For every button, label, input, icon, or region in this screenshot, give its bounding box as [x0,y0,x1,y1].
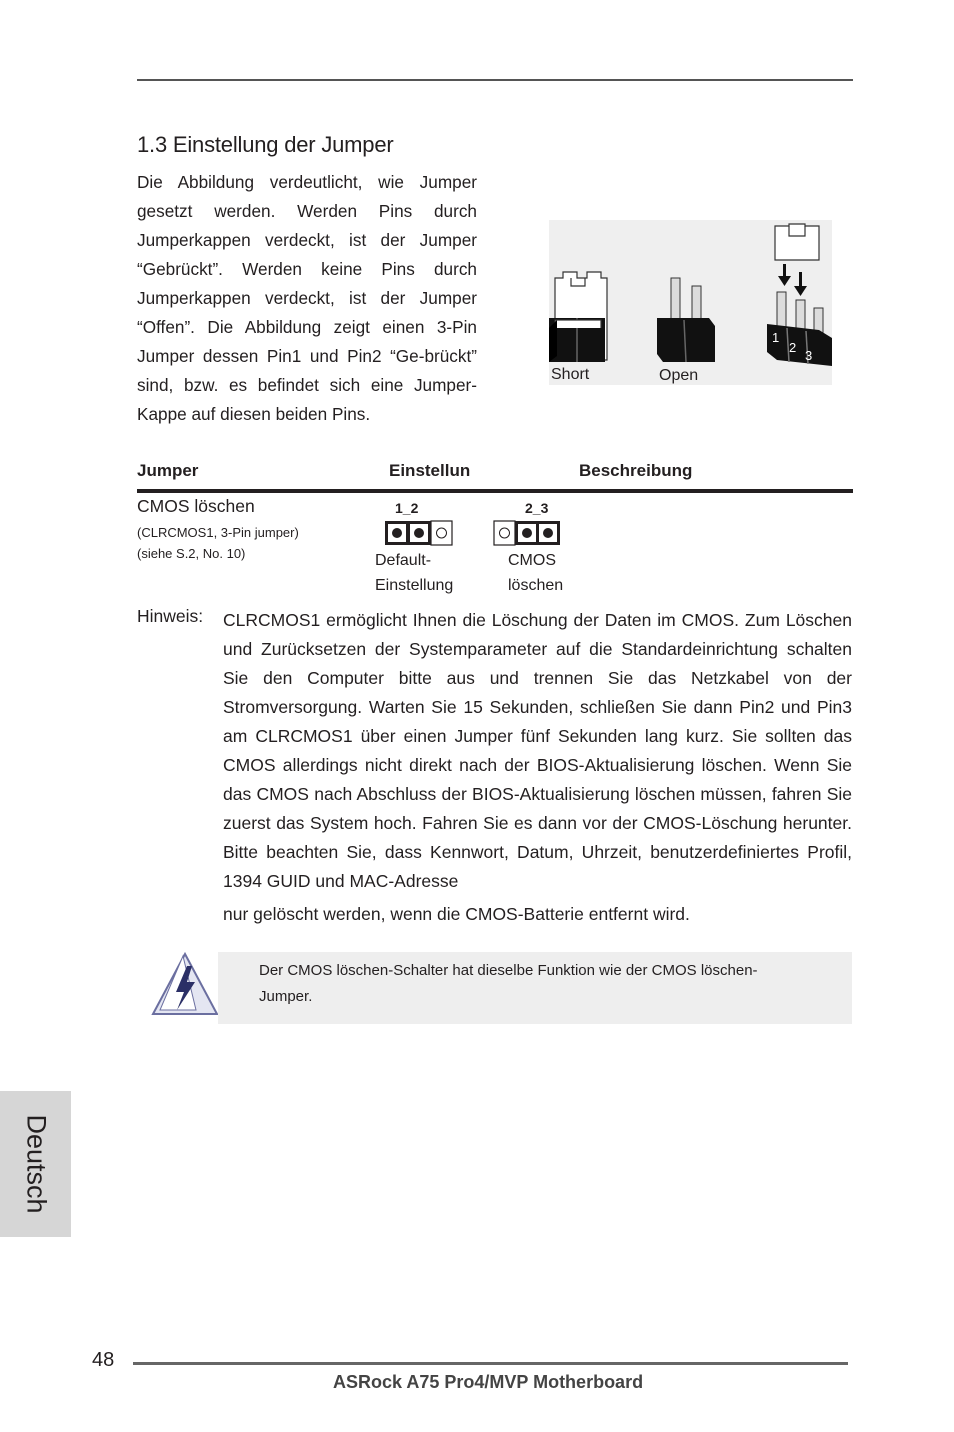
table-header-jumper: Jumper [137,461,199,480]
table-header-description: Beschreibung [579,461,693,480]
footer-rule [133,1362,848,1365]
note-label: Hinweis: [137,606,204,626]
table-row-name: CMOS löschen [137,496,255,516]
pin-diagram-2-3 [492,520,562,546]
note-last-line: nur gelöscht werden, wenn die CMOS-Batterie entfernt wird. [223,904,690,924]
setting-1-2-caption2: Einstellung [375,577,454,594]
setting-1-2-label: 1_2 [395,500,419,516]
short-label: Short [551,366,590,383]
setting-2-3-label: 2_3 [525,500,549,516]
intro-text: Die Abbildung verdeutlicht, wie Jumper gesetzt werden. Werden Pins durch Jumperkappen verdeckt, ist der Jumper “Gebrückt”. Werden keine Pins durch Jumperkappen verdeckt, ist der Jumper “Offen”. Die Abbildung zeigt einen 3-Pin Jumper dessen Pin1 und Pin2 “Ge-brückt” sind, bzw. es befindet sich eine Jumper-Kappe auf diesen beiden Pins. [137,172,477,424]
table-header-rule [137,489,853,493]
table-row-sub1: (CLRCMOS1, 3-Pin jumper) [137,525,299,540]
note-body [223,606,852,929]
jumper-diagram [549,220,832,385]
short-jumper [549,272,607,362]
language-tab [0,1091,71,1237]
setting-2-3-caption1: CMOS [508,552,556,569]
warning-icon [150,950,220,1018]
language-tab-label: Deutsch [21,1114,51,1214]
note-text: CLRCMOS1 ermöglicht Ihnen die Löschung der Daten im CMOS. Zum Löschen und Zurücksetzen der Systemparameter auf die Standardeinrichtung schalten Sie den Computer bitte aus und trennen Sie das Netzkabel von der Stromversorgung. Warten Sie 15 Sekunden, schließen Sie dann Pin2 und Pin3 am CLRCMOS1 über einen Jumper fünf Sekunden lang kurz. Sie sollten das CMOS allerdings nicht direkt nach der BIOS-Aktualisierung löschen. Wenn Sie das CMOS nach Abschluss der BIOS-Aktualisierung löschen müssen, fahren Sie zuerst das System hoch. Fahren Sie es dann vor der CMOS-Löschung herunter. Bitte beachten Sie, dass Kennwort, Datum, Uhrzeit, benutzerdefiniertes Profil, 1394 GUID und MAC-Adresse [223,610,852,891]
open-label: Open [659,367,699,384]
intro-paragraph [137,168,477,429]
warning-text: Der CMOS löschen-Schalter hat dieselbe Funktion wie der CMOS löschen-Jumper. [259,962,758,1005]
pin-number-3: 3 [805,348,813,363]
header-rule [137,79,853,81]
table-row-sub2: (siehe S.2, No. 10) [137,546,246,561]
jumper-illustration [549,220,832,385]
pin-number-1: 1 [772,330,780,345]
open-jumper [657,278,715,362]
setting-1-2-caption1: Default- [375,552,432,569]
pin-number-2: 2 [789,340,797,355]
section-title: 1.3 Einstellung der Jumper [137,132,394,157]
footer-title: ASRock A75 Pro4/MVP Motherboard [333,1372,644,1392]
page-number: 48 [92,1349,115,1371]
setting-2-3-caption2: löschen [508,577,564,594]
table-header-setting: Einstellun [389,461,471,480]
pin-diagram-1-2 [384,520,454,546]
